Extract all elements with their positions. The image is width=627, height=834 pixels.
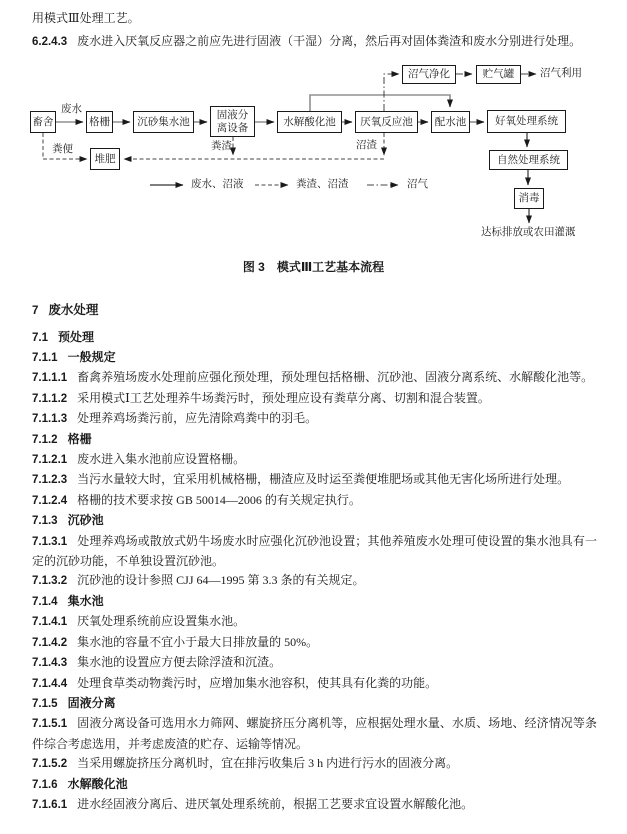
- clause-text: 废水进入厌氧反应器之前应先进行固液（干湿）分离，然后再对固体粪渣和废水分别进行处理。: [77, 33, 582, 48]
- section-heading: [32, 694, 597, 714]
- clause-text: 畜禽养殖场废水处理前应强化预处理，预处理包括格栅、沉砂池、固液分离系统、水解酸化池等。: [77, 370, 594, 385]
- clause-text: 集水池的容量不宜小于最大日排放量的 50%。: [77, 634, 319, 649]
- node-grit-collection-tank: 沉砂集水池: [133, 111, 194, 133]
- clause-text: 处理食草类动物粪污时，应增加集水池容积，使其具有化粪的功能。: [77, 675, 438, 690]
- clause-text: 用模式Ⅲ处理工艺。: [32, 11, 140, 25]
- clause-text: 沉砂池: [67, 513, 104, 528]
- clause-paragraph: [32, 612, 597, 632]
- section-heading: [32, 348, 597, 368]
- clause-text: 当采用螺旋挤压分离机时，宜在排污收集后 3 h 内进行污水的固液分离。: [77, 756, 459, 771]
- clause-paragraph: [32, 571, 597, 591]
- document-body-paragraphs: [0, 301, 627, 815]
- clause-text: 当污水量较大时，宜采用机械格栅，栅渣应及时运至粪便堆肥场或其他无害化场所进行处理。: [77, 472, 570, 487]
- terminal-biogas-use: 沼气利用: [540, 68, 582, 80]
- clause-number: 7.1.2.3: [32, 474, 68, 487]
- clause-paragraph: [32, 409, 597, 429]
- section-heading: [32, 511, 597, 531]
- clause-text: 预处理: [58, 329, 95, 344]
- clause-paragraph: [32, 633, 597, 653]
- node-aerobic-treatment-system: 好氧处理系统: [487, 110, 566, 133]
- clause-text: 固液分离: [67, 695, 116, 710]
- clause-paragraph: [32, 470, 597, 490]
- clause-text: 进水经固液分离后、进厌氧处理系统前，根据工艺要求宜设置水解酸化池。: [77, 796, 474, 811]
- node-hydrolysis-acidification-tank: 水解酸化池: [277, 111, 342, 133]
- section-heading: [32, 301, 597, 321]
- clause-number: 7.1.2: [32, 433, 58, 446]
- clause-number: 7.1.4.1: [32, 616, 68, 629]
- clause-number: 7.1.2.1: [32, 454, 68, 467]
- clause-paragraph: [32, 795, 597, 815]
- clause-paragraph: [32, 653, 597, 673]
- clause-text: 处理养鸡场粪污前，应先清除鸡粪中的羽毛。: [77, 411, 318, 426]
- clause-number: 7.1.5.1: [32, 718, 68, 731]
- clause-paragraph: [32, 491, 597, 511]
- clause-number: 7.1.2.4: [32, 494, 68, 507]
- process-flow-diagram: [0, 58, 627, 248]
- clause-number: 7.1.1: [32, 352, 58, 364]
- section-heading: [32, 328, 597, 348]
- clause-text: 集水池的设置应方便去除浮渣和沉渣。: [77, 655, 282, 670]
- flow-label-biogas-residue: 沼渣: [356, 140, 377, 152]
- node-bar-screen: 格栅: [86, 111, 113, 133]
- clause-text: 处理养鸡场或散放式奶牛场废水时应强化沉砂池设置；其他养殖废水处理可使设置的集水池具有一定的沉砂功能，不单独设置沉砂池。: [32, 533, 597, 569]
- clause-number: 7.1.1.1: [32, 372, 68, 385]
- clause-text: 集水池: [67, 593, 104, 608]
- node-biogas-purification: 沼气净化: [402, 65, 456, 84]
- clause-paragraph: [32, 674, 597, 694]
- node-natural-treatment-system: 自然处理系统: [489, 150, 568, 170]
- clause-number: 7.1.3.2: [32, 575, 68, 588]
- clause-text: 沉砂池的设计参照 CJJ 64—1995 第 3.3 条的有关规定。: [77, 573, 365, 588]
- node-anaerobic-reactor: 厌氧反应池: [355, 111, 418, 133]
- clause-paragraph: [32, 754, 597, 774]
- clause-text: 废水进入集水池前应设置格栅。: [77, 452, 246, 467]
- figure-3: [0, 58, 627, 275]
- clause-text: 格栅: [67, 431, 92, 446]
- clause-number: 7.1.4.3: [32, 657, 68, 670]
- clause-paragraph: [32, 368, 597, 388]
- section-heading: [32, 430, 597, 450]
- figure-caption: 图 3 模式Ⅲ工艺基本流程: [242, 260, 385, 275]
- node-gas-storage-tank: 贮气罐: [476, 65, 521, 84]
- clause-number: 7.1.1.3: [32, 413, 68, 426]
- clause-number: 7.1: [32, 331, 48, 344]
- clause-paragraph: [32, 532, 597, 572]
- clause-number: 7.1.3.1: [32, 535, 68, 548]
- clause-text: 废水处理: [48, 303, 99, 318]
- node-solid-liquid-separator: 固液分离设备: [210, 106, 255, 137]
- clause-paragraph: [32, 389, 597, 409]
- legend-label-wastewater-digestate: 废水、沼液: [191, 179, 244, 191]
- clause-number: 7.1.4: [32, 595, 58, 608]
- legend-label-manure-biogas-residue: 粪渣、沼渣: [296, 179, 349, 191]
- clause-text: 采用模式Ⅰ工艺处理养牛场粪污时，预处理应设有粪草分离、切割和混合装置。: [77, 390, 490, 405]
- section-heading: [32, 592, 597, 612]
- legend-label-biogas: 沼气: [407, 179, 428, 191]
- clause-paragraph: [32, 450, 597, 470]
- section-heading: [32, 775, 597, 795]
- clause-number: 7.1.3: [32, 515, 58, 528]
- clause-number: 7.1.5.2: [32, 758, 68, 771]
- clause-number: 7.1.4.2: [32, 636, 68, 649]
- clause-number: 7.1.1.2: [32, 392, 68, 405]
- clause-text: 格栅的技术要求按 GB 50014—2006 的有关规定执行。: [77, 492, 361, 507]
- node-disinfection: 消毒: [514, 188, 544, 209]
- clause-text: 水解酸化池: [67, 776, 128, 791]
- clause-paragraph: [32, 7, 597, 30]
- clause-number: 7: [32, 305, 39, 318]
- clause-number: 7.1.5: [32, 697, 58, 710]
- node-composting: 堆肥: [90, 148, 120, 170]
- clause-text: 固液分离设备可选用水力筛网、螺旋挤压分离机等，应根据处理水量、水质、场地、经济情况等条件综合考虑选用，并考虑废渣的贮存、运输等情况。: [32, 716, 597, 751]
- node-livestock-house: 畜舍: [30, 111, 56, 133]
- clause-text: 厌氧处理系统前应设置集水池。: [77, 614, 246, 629]
- clause-paragraph: [32, 714, 597, 754]
- clause-number: 6.2.4.3: [32, 35, 68, 48]
- clause-number: 7.1.6.1: [32, 798, 68, 811]
- clause-number: 7.1.6: [32, 778, 58, 791]
- clause-number: 7.1.4.4: [32, 677, 68, 690]
- document-top-paragraphs: [0, 0, 627, 53]
- flow-label-wastewater: 废水: [61, 104, 82, 116]
- flow-label-manure: 粪便: [52, 144, 73, 156]
- flow-label-manure-residue: 粪渣: [211, 141, 232, 153]
- clause-text: 一般规定: [67, 350, 116, 364]
- clause-paragraph: [32, 30, 597, 54]
- node-distribution-tank: 配水池: [431, 111, 470, 133]
- terminal-discharge: 达标排放或农田灌溉: [481, 227, 576, 239]
